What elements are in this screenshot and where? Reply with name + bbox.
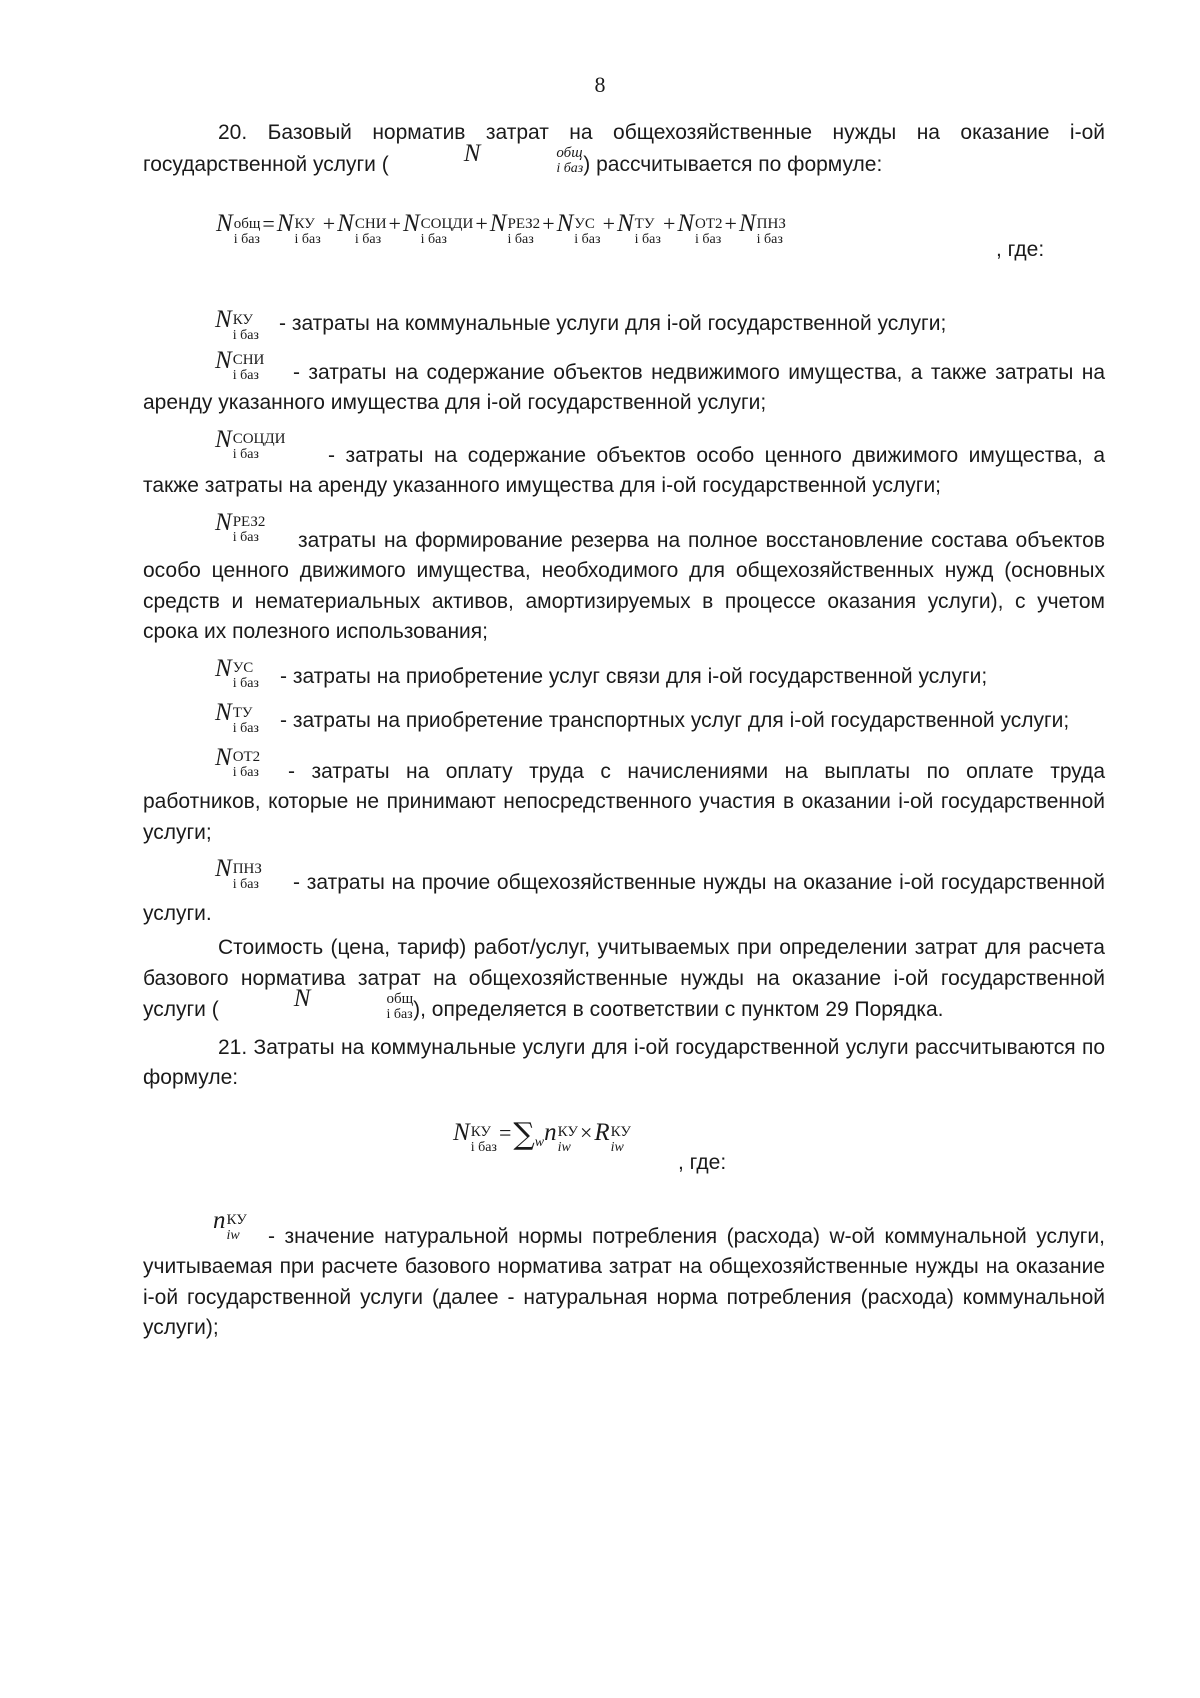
document-body <box>143 118 1105 1344</box>
definition-symbol: N РЕЗ2 i баз <box>215 508 266 546</box>
page-number: 8 <box>594 72 606 97</box>
definition-symbol: n КУ iw <box>213 1206 247 1244</box>
definition-sni <box>143 340 1105 419</box>
definition-symbol: N СОЦДИ i баз <box>215 425 286 463</box>
definition-symbol: N ПНЗ i баз <box>215 855 262 892</box>
definition-rez2 <box>143 502 1105 648</box>
definition-symbol: N ОТ2 i баз <box>215 743 261 781</box>
definition-symbol: N ТУ i баз <box>215 699 259 736</box>
definition-pnz <box>143 848 1105 929</box>
definition-text: - затраты на оплату труда с начислениями на выплаты по оплате труда работников, которые не принимают непосредственного участия в оказании i-ой государственной услуги; <box>143 759 1105 844</box>
definition-tu <box>143 692 1105 737</box>
formula-general-expenses: N общ i баз =N КУ i баз +N СНИ i баз +N СОЦДИ i баз +N РЕЗ2 i баз +N УС i баз +N ТУ i баз +N ОТ2 i баз +N ПНЗ i баз , где: <box>216 209 1105 275</box>
definition-text: затраты на формирование резерва на полное восстановление состава объектов особо ценного движимого имущества, необходимого для общехозяйственных нужд (основных средств и нематериальных активов, амортизируемых в процессе оказания услуги), с учетом срока их полезного использования; <box>143 528 1105 644</box>
formula-where-label: , где: <box>996 238 1045 262</box>
definition-text: - затраты на содержание объектов особо ценного движимого имущества, а также затраты на аренду указанного имущества для i-ой государственной услуги; <box>143 443 1105 498</box>
cost-paragraph: Стоимость (цена, тариф) работ/услуг, учитываемых при определении затрат для расчета базового норматива затрат на общехозяйственные нужды на оказание i-ой государственной услуги ( N общ i баз ), определяется в соответствии с пунктом 29 Порядка. <box>143 936 1105 1022</box>
definition-symbol: N УС i баз <box>215 654 259 692</box>
definition-n-ku <box>143 1200 1105 1344</box>
paragraph-20-text-a: 20. Базовый норматив затрат на общехозяйственные нужды на оказание i-ой государственной услуги ( <box>143 121 1105 176</box>
symbol-n-obshch: N общ i баз <box>463 139 584 177</box>
paragraph-20-text-b: ) рассчитывается по формуле: <box>583 152 883 176</box>
definition-text: - значение натуральной нормы потребления (расхода) w-ой коммунальной услуги, учитываемая при расчете базового норматива затрат на общехозяйственные нужды на оказание i-ой государственной услуги (далее - натуральная норма потребления (расхода) коммунальной услуги); <box>143 1224 1105 1340</box>
definition-symbol: N СНИ i баз <box>215 346 265 384</box>
definition-ot2 <box>143 737 1105 849</box>
definition-text: - затраты на приобретение транспортных услуг для i-ой государственной услуги; <box>280 709 1070 733</box>
definition-text: - затраты на приобретение услуг связи для i-ой государственной услуги; <box>280 664 988 688</box>
definition-text: - затраты на содержание объектов недвижимого имущества, а также затраты на аренду указанного имущества для i-ой государственной услуги; <box>143 360 1105 415</box>
formula-utilities <box>143 1114 1105 1184</box>
definition-text: - затраты на коммунальные услуги для i-ой государственной услуги; <box>279 312 947 336</box>
definition-us <box>143 648 1105 693</box>
formula-utilities-expression: N КУ i баз $=\sum_wn$ КУ iw ×R КУ iw <box>453 1116 631 1156</box>
definition-text: - затраты на прочие общехозяйственные нужды на оказание i-ой государственной услуги. <box>143 871 1105 925</box>
paragraph-21: 21. Затраты на коммунальные услуги для i-ой государственной услуги рассчитываются по формуле: <box>143 1035 1105 1090</box>
formula-utilities-where-label: , где: <box>678 1150 727 1174</box>
sum-symbol: ∑ <box>513 1116 535 1152</box>
definition-symbol: N КУ i баз <box>215 306 259 343</box>
definition-ku <box>143 299 1105 343</box>
paragraph-20 <box>143 118 1105 187</box>
symbol-n-obshch-inline: N общ i баз <box>293 985 414 1022</box>
definition-socdi <box>143 419 1105 502</box>
